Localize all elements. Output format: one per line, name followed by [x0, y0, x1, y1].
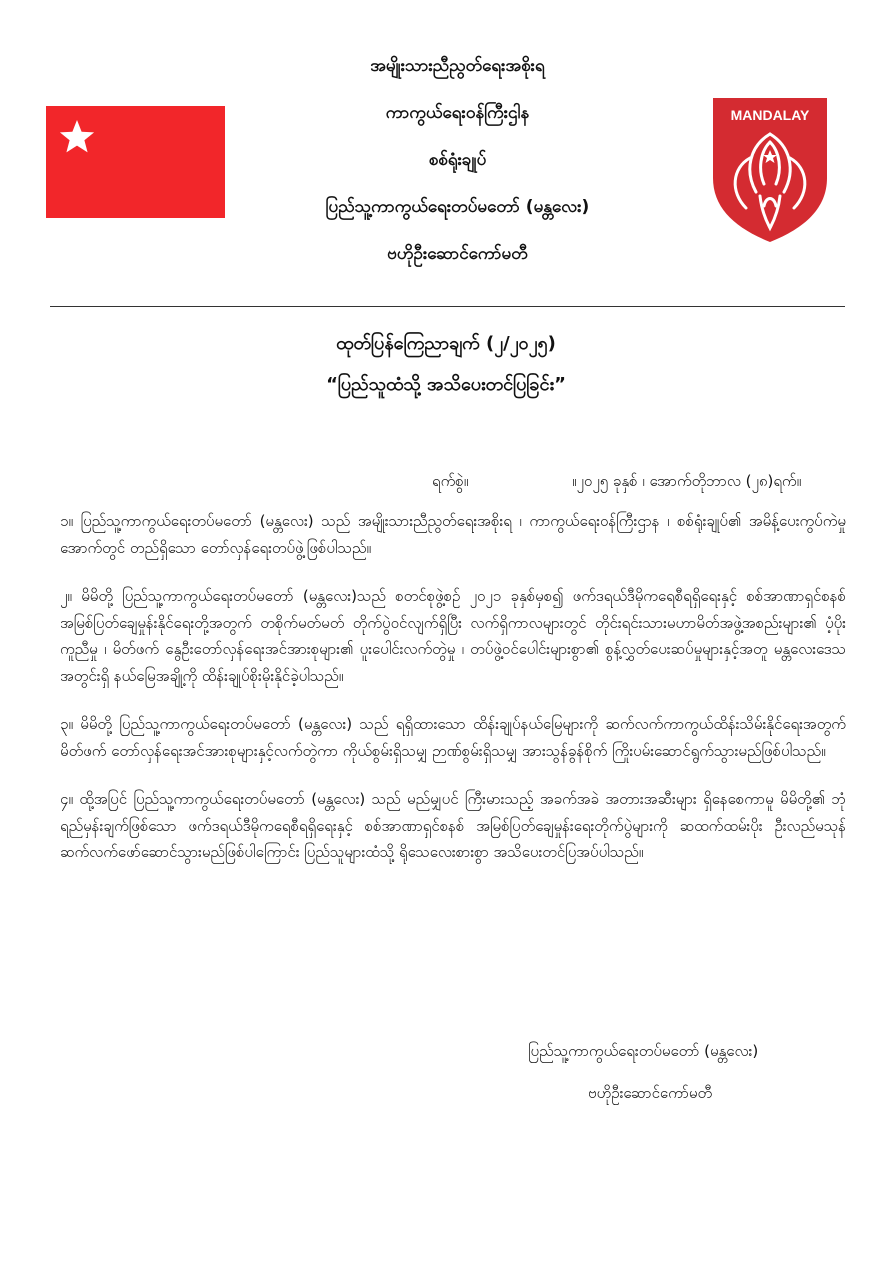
statement-title: ထုတ်ပြန်ကြေညာချက် (၂/၂၀၂၅) [336, 333, 556, 354]
signature-organization: ပြည်သူ့ကာကွယ်ရေးတပ်မတော် (မန္တလေး) [528, 1042, 759, 1060]
paragraph-2: ၂။ မိမိတို့ ပြည်သူ့ကာကွယ်ရေးတပ်မတော် (မန္တလေး)သည် စတင်စုဖွဲ့စဉ် ၂၀၂၁ ခုနှစ်မှစ၍ ဖက်ဒရယ်ဒီမိုကရေစီရရှိရေးနှင့် စစ်အာဏာရှင်စနစ် အမြစ်ပြတ်ချေမှုန်းနိုင်ရေးတို့အတွက် တစိုက်မတ်မတ် တိုက်ပွဲဝင်လျက်ရှိပြီး လက်ရှိကာလများတွင် တိုင်းရင်းသားမဟာမိတ်အဖွဲ့အစည်းများ၏ ပံ့ပိုးကူညီမှု ၊ မိတ်ဖက် နွေဦးတော်လှန်ရေးအင်အားစုများ၏ ပူးပေါင်းလက်တွဲမှု ၊ တပ်ဖွဲ့ဝင်ပေါင်းများစွာ၏ စွန့်လွှတ်ပေးဆပ်မှုများနှင့်အတူ မန္တလေးဒေသအတွင်းရှိ နယ်မြေအချို့ကို ထိန်းချုပ်စိုးမိုးနိုင်ခဲ့ပါသည်။ [60, 587, 846, 685]
header-divider [50, 306, 845, 307]
crest-text: MANDALAY [730, 107, 810, 123]
paragraph-4: ၄။ ထို့အပြင် ပြည်သူ့ကာကွယ်ရေးတပ်မတော် (မန္တလေး) သည် မည်မျှပင် ကြီးမားသည့် အခက်အခဲ အတားအဆီးများ ရှိနေစေကာမူ မိမိတို့၏ ဘုံရည်မှန်းချက်ဖြစ်သော ဖက်ဒရယ်ဒီမိုကရေစီရရှိရေးနှင့် စစ်အာဏာရှင်စနစ် အမြစ်ပြတ်ချေမှုန်းရေးတိုက်ပွဲများကို ဆထက်ထမ်းပိုး ဦးလည်မသုန် ဆက်လက်ဖော်ဆောင်သွားမည်ဖြစ်ပါကြောင်း ပြည်သူများထံသို့ ရိုသေလေးစားစွာ အသိပေးတင်ပြအပ်ပါသည်။ [60, 790, 846, 861]
mandalay-crest-logo [710, 96, 830, 244]
org-line-headquarters: စစ်ရုံးချုပ် [428, 150, 487, 170]
org-line-government: အမျိုးသားညီညွတ်ရေးအစိုးရ [370, 56, 545, 76]
paragraph-3: ၃။ မိမိတို့ ပြည်သူ့ကာကွယ်ရေးတပ်မတော် (မန္တလေး) သည် ရရှိထားသော ထိန်းချုပ်နယ်မြေများကို ဆက်လက်ကာကွယ်ထိန်းသိမ်းနိုင်ရေးအတွက် မိတ်ဖက် တော်လှန်ရေးအင်အားစုများနှင့်လက်တွဲကာ ကိုယ်စွမ်းရှိသမျှ ဉာဏ်စွမ်းရှိသမျှ အားသွန်ခွန်စိုက် ကြိုးပမ်းဆောင်ရွက်သွားမည်ဖြစ်ပါသည်။ [60, 715, 846, 760]
org-line-pdf-mandalay: ပြည်သူ့ကာကွယ်ရေးတပ်မတော် (မန္တလေး) [325, 197, 590, 217]
date-value: ။၂၀၂၅ ခုနှစ် ၊ အောက်တိုဘာလ (၂၈)ရက်။ [572, 472, 802, 490]
paragraph-1: ၁။ ပြည်သူ့ကာကွယ်ရေးတပ်မတော် (မန္တလေး) သည် အမျိုးသားညီညွတ်ရေးအစိုးရ ၊ ကာကွယ်ရေးဝန်ကြီးဌာန ၊ စစ်ရုံးချုပ်၏ အမိန့်ပေးကွပ်ကဲမှုအောက်တွင် တည်ရှိသော တော်လှန်ရေးတပ်ဖွဲ့ဖြစ်ပါသည်။ [60, 512, 846, 557]
organization-header [245, 55, 670, 290]
signature-committee: ဗဟိုဦးဆောင်ကော်မတီ [588, 1084, 713, 1102]
date-label: ရက်စွဲ။ [432, 472, 469, 490]
org-line-committee: ဗဟိုဦးဆောင်ကော်မတီ [387, 244, 528, 264]
signature-block [528, 1040, 818, 1124]
red-flag-with-star [46, 106, 225, 218]
statement-subtitle: “ပြည်သူထံသို့ အသိပေးတင်ပြခြင်း” [326, 374, 566, 395]
statement-body [60, 508, 846, 888]
org-line-ministry: ကာကွယ်ရေးဝန်ကြီးဌါန [385, 103, 530, 123]
